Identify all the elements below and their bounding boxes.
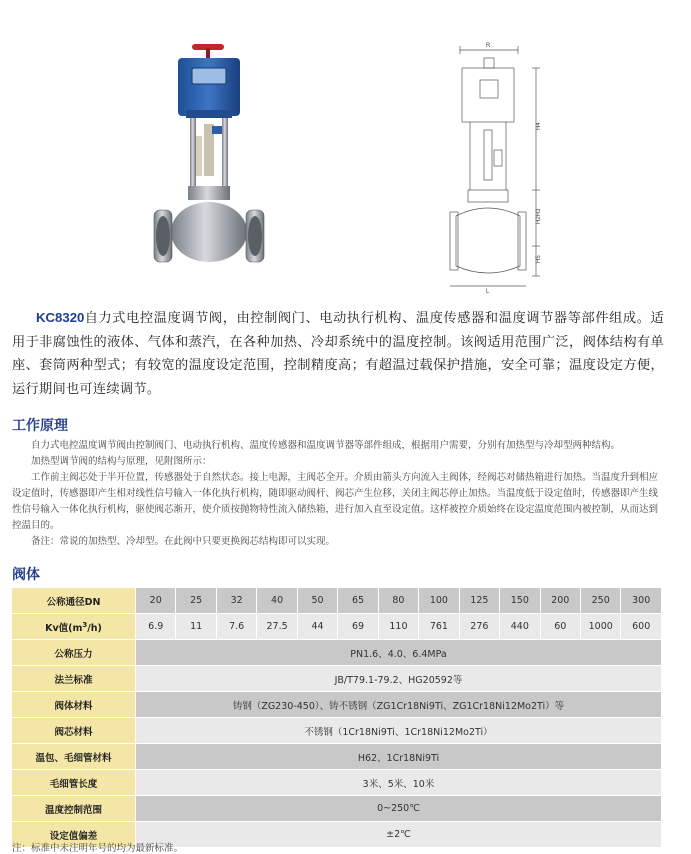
product-description: 自力式电控温度调节阀，由控制阀门、电动执行机构、温度传感器和温度调节器等部件组成。适用于非腐蚀性的液体、气体和蒸汽，在各种加热、冷却系统中的温度控制。该阀适用范围广泛，阀体结构有单座、套筒两种型式；有较宽的温度设定范围，控制精度高；有超温过载保护措施，安全可靠；温度设定方便，运行期间也可连续调节。 xyxy=(12,311,664,397)
table-row xyxy=(12,770,662,796)
principle-paragraph: 自力式电控温度调节阀由控制阀门、电动执行机构、温度传感器和温度调节器等部件组成，根据用户需要，分别有加热型与冷却型两种结构。 xyxy=(31,440,621,451)
label-r: R xyxy=(486,43,491,49)
label-h2h3: H2H3 xyxy=(536,208,542,224)
table-row xyxy=(12,796,662,822)
table-row xyxy=(12,718,662,744)
dimension-drawing xyxy=(440,40,558,295)
spec-label: 公称压力 xyxy=(12,640,136,666)
table-row xyxy=(12,744,662,770)
spec-value: H62、1Cr18Ni9Ti xyxy=(136,744,662,770)
spec-table xyxy=(11,587,662,848)
spec-label: 毛细管长度 xyxy=(12,770,136,796)
principle-paragraph: 工作前主阀芯处于半开位置，传感器处于自然状态。接上电源，主阀芯全开。介质由箭头方向流入主阀体，经阀芯对储热箱进行加热。当温度升到相应设定值时，传感器即产生相对线性信号输入一体化执行机构，随即驱动阀杆、阀芯产生位移，关闭主阀芯停止加热。当温度低于设定值时，传感器即产生线性信号输入一体化执行机构，驱使阀芯渐开，使介质按抛物特性流入储热箱，进行加入直至设定值。这样被控介质始终在设定温度范围内被控制，从而达到控温目的。 xyxy=(12,472,659,531)
kv-cell: 44 xyxy=(297,614,337,640)
kv-cell: 60 xyxy=(540,614,580,640)
product-model: KC8320 xyxy=(36,310,85,325)
kv-label-sup: 3 xyxy=(82,620,88,629)
kv-cell: 110 xyxy=(378,614,418,640)
footnote: 注：标准中未注明年号的均为最新标准。 xyxy=(12,843,184,854)
spec-label: 阀体材料 xyxy=(12,692,136,718)
principle-paragraph: 备注：常说的加热型、冷却型。在此阀中只要更换阀芯结构即可以实现。 xyxy=(31,536,336,547)
spec-label: 阀芯材料 xyxy=(12,718,136,744)
table-row xyxy=(12,666,662,692)
kv-label-main: Kv值(m xyxy=(45,622,83,634)
kv-cell: 276 xyxy=(459,614,499,640)
dn-cell: 125 xyxy=(459,588,499,614)
dn-cell: 50 xyxy=(297,588,337,614)
kv-cell: 27.5 xyxy=(257,614,297,640)
table-row xyxy=(12,640,662,666)
dn-cell: 250 xyxy=(580,588,620,614)
kv-cell: 11 xyxy=(176,614,216,640)
dn-cell: 32 xyxy=(216,588,256,614)
dn-cell: 25 xyxy=(176,588,216,614)
spec-value: 铸钢（ZG230-450）、铸不锈钢（ZG1Cr18Ni9Ti、ZG1Cr18Ni12Mo2Ti）等 xyxy=(136,692,662,718)
kv-label-end: /h) xyxy=(87,622,102,634)
spec-value: PN1.6、4.0、6.4MPa xyxy=(136,640,662,666)
kv-cell: 6.9 xyxy=(136,614,176,640)
dn-cell: 40 xyxy=(257,588,297,614)
spec-label: 设定值偏差 xyxy=(12,822,136,848)
actuator-icon xyxy=(178,58,240,118)
dn-cell: 300 xyxy=(621,588,662,614)
dn-cell: 200 xyxy=(540,588,580,614)
table-row xyxy=(12,692,662,718)
dn-cell: 100 xyxy=(419,588,459,614)
spec-value: JB/T79.1-79.2、HG20592等 xyxy=(136,666,662,692)
kv-cell: 440 xyxy=(500,614,540,640)
valve-body-icon xyxy=(154,186,264,262)
valve-product-photo xyxy=(150,38,270,300)
kv-cell: 761 xyxy=(419,614,459,640)
kv-cell: 1000 xyxy=(580,614,620,640)
spec-value: 不锈钢（1Cr18Ni9Ti、1Cr18Ni12Mo2Ti） xyxy=(136,718,662,744)
principle-text xyxy=(12,438,664,550)
handwheel-icon xyxy=(192,44,224,60)
label-h4: H4 xyxy=(536,122,542,130)
spec-label: 法兰标准 xyxy=(12,666,136,692)
yoke-icon xyxy=(190,118,228,188)
spec-label xyxy=(12,614,136,640)
spec-label: 温包、毛细管材料 xyxy=(12,744,136,770)
dn-cell: 150 xyxy=(500,588,540,614)
section-title-specs: 阀体 xyxy=(12,567,40,583)
kv-cell: 7.6 xyxy=(216,614,256,640)
spec-value: ±2℃ xyxy=(136,822,662,848)
spec-label: 温度控制范围 xyxy=(12,796,136,822)
table-row xyxy=(12,588,662,614)
dn-cell: 20 xyxy=(136,588,176,614)
label-l: L xyxy=(486,289,490,295)
spec-value: 3米、5米、10米 xyxy=(136,770,662,796)
principle-paragraph: 加热型调节阀的结构与原理，见附图所示： xyxy=(31,456,212,467)
table-row xyxy=(12,614,662,640)
dn-cell: 65 xyxy=(338,588,378,614)
spec-value: 0~250℃ xyxy=(136,796,662,822)
dn-cell: 80 xyxy=(378,588,418,614)
spec-label: 公称通径DN xyxy=(12,588,136,614)
section-title-principle: 工作原理 xyxy=(12,418,68,434)
kv-cell: 600 xyxy=(621,614,662,640)
product-intro xyxy=(12,306,664,401)
label-h5: H5 xyxy=(536,255,542,263)
kv-cell: 69 xyxy=(338,614,378,640)
